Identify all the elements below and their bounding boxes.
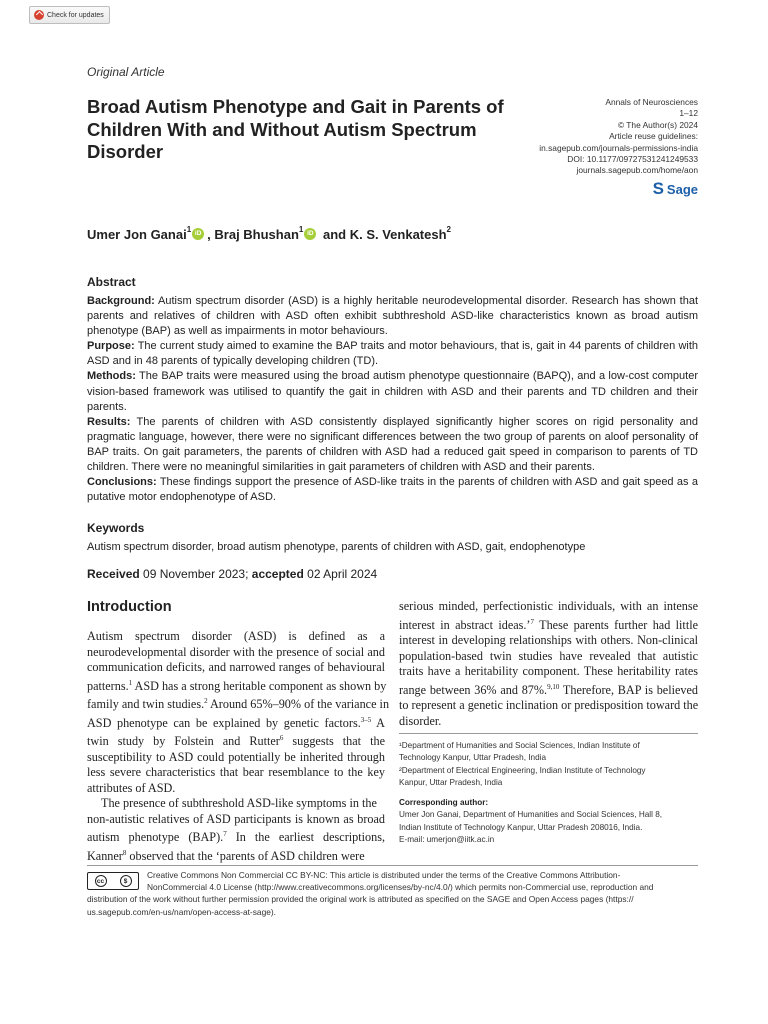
- body-text: interest in abstract ideas.’: [399, 617, 531, 632]
- body-text-line: [87, 694, 390, 713]
- body-text-line: non-autistic relatives of ASD participants is known as broad: [87, 811, 385, 826]
- body-text-line: [87, 676, 385, 695]
- body-column-right: [399, 599, 698, 729]
- check-for-updates-button[interactable]: [29, 6, 110, 24]
- cc-icon: cc: [95, 875, 107, 887]
- body-text-line: less severe characteristics that bear resemblance to the key: [87, 765, 385, 780]
- abstract-heading: Abstract: [87, 275, 136, 289]
- affiliation-marker: 1: [186, 225, 192, 234]
- page-range: 1–12: [679, 108, 698, 119]
- body-text-line: interest in developing relationships with others. Non-clinical: [399, 633, 698, 648]
- affiliation-marker: 1: [298, 225, 304, 234]
- keywords-heading: Keywords: [87, 521, 145, 535]
- license-line: Creative Commons Non Commercial CC BY-NC: This article is distributed under the terms of the Creative Commons Attribution-: [147, 870, 621, 880]
- abstract-methods: [87, 369, 698, 414]
- article-dates: [87, 567, 377, 581]
- citation-marker[interactable]: 9,10: [547, 682, 560, 691]
- body-text-line: disorder.: [399, 713, 442, 728]
- body-text: observed that the ‘parents of ASD children were: [126, 848, 365, 863]
- body-text-line: population-based twin studies have revealed that autistic: [399, 648, 698, 663]
- body-text: Kanner: [87, 848, 123, 863]
- citation-marker[interactable]: 7: [530, 617, 534, 626]
- sage-logo: [653, 181, 698, 197]
- article-type: Original Article: [87, 65, 165, 79]
- body-text-line: attributes of ASD.: [87, 780, 176, 795]
- affiliation-marker: 2: [446, 225, 451, 234]
- received-date: 09 November 2023;: [139, 567, 252, 581]
- corresponding-author-address-cont: Indian Institute of Technology Kanpur, Uttar Pradesh 208016, India.: [399, 822, 643, 832]
- body-text-line: traits have a heritability component. These heritability rates: [399, 664, 698, 679]
- abstract-body: [87, 294, 698, 505]
- abstract-text: These findings support the presence of ASD-like traits in the parents of children with ASD and gait speed as a putative motor endophenotype of ASD.: [87, 476, 698, 504]
- author-name: Braj Bhushan: [214, 227, 299, 242]
- abstract-label: Background:: [87, 295, 155, 307]
- abstract-label: Methods:: [87, 370, 136, 383]
- license-line: NonCommercial 4.0 License (http://www.creativecommons.org/licenses/by-nc/4.0/) which permits non-Commercial use, reproduction and: [147, 882, 654, 893]
- journal-name: Annals of Neurosciences: [605, 97, 698, 107]
- body-text: These parents further had little: [534, 617, 698, 632]
- corresponding-author-heading: Corresponding author:: [399, 798, 489, 808]
- affiliation-2-cont: Kanpur, Uttar Pradesh, India: [399, 777, 503, 787]
- abstract-results: [87, 415, 698, 475]
- orcid-icon[interactable]: iD: [304, 228, 316, 240]
- corresponding-author-email[interactable]: E-mail: umerjon@iitk.ac.in: [399, 835, 495, 845]
- copyright: © The Author(s) 2024: [617, 119, 698, 130]
- citation-marker[interactable]: 1: [128, 678, 133, 687]
- body-text-line: neurodevelopmental disorder with the presence of social and: [87, 644, 385, 659]
- abstract-text: The parents of children with ASD consistently displayed significantly higher scores on rigid personality and pragmatic language, however, there were no significant differences between the two group of parents on aloof personality of BAP traits. On gait parameters, the parents of children with ASD had a reduced gait speed in comparison to parents of TD children. There were no meaningful similarities in gait parameters of children with ASD and their parents.: [87, 415, 698, 474]
- body-text-line: [87, 731, 385, 750]
- abstract-label: Results:: [87, 415, 131, 428]
- received-label: Received: [87, 567, 140, 581]
- sage-wordmark: Sage: [666, 181, 698, 197]
- abstract-background: [87, 294, 698, 339]
- body-text-line: Autism spectrum disorder (ASD) is defined as a: [87, 629, 385, 643]
- title-line: Broad Autism Phenotype and Gait in Parents of: [87, 96, 504, 117]
- reuse-label: Article reuse guidelines:: [609, 131, 698, 142]
- abstract-text: The BAP traits were measured using the broad autism phenotype questionnaire (BAPQ), and a low-cost computer vision-based framework was utilised to quantify the gait in children with ASD and their parents and TD children and their parents.: [87, 370, 698, 413]
- body-text-line: [399, 615, 698, 634]
- body-text-line: [87, 846, 385, 865]
- affiliation-1-cont: Technology Kanpur, Uttar Pradesh, India: [399, 753, 547, 763]
- corresponding-author-address: Umer Jon Ganai, Department of Humanities and Social Sciences, Hall 8,: [399, 810, 663, 820]
- check-updates-label: Check for updates: [47, 11, 104, 19]
- author-name: K. S. Venkatesh: [349, 227, 447, 242]
- body-text-line: communication deficits, and narrowed ranges of behavioural: [87, 660, 385, 674]
- body-text: ASD phenotype can be explained by genetic factors.: [87, 715, 361, 730]
- accepted-label: accepted: [251, 567, 304, 581]
- noncommercial-icon: $: [120, 875, 132, 887]
- body-text-line: serious minded, perfectionistic individuals, with an intense: [399, 599, 698, 613]
- abstract-label: Conclusions:: [87, 476, 157, 489]
- citation-marker[interactable]: 6: [279, 734, 284, 743]
- journal-home-link[interactable]: journals.sagepub.com/home/aon: [576, 165, 698, 176]
- reuse-link[interactable]: in.sagepub.com/journals-permissions-india: [539, 142, 698, 153]
- body-text: Around 65%–90% of the variance in: [207, 697, 390, 712]
- body-text-line: to represent a genetic inclination or predisposition toward the: [399, 698, 699, 713]
- check-updates-icon: [34, 10, 44, 20]
- citation-marker[interactable]: 7: [223, 830, 227, 839]
- accepted-date: 02 April 2024: [303, 567, 378, 581]
- body-text-line: The presence of subthreshold ASD-like symptoms in the: [101, 796, 377, 811]
- abstract-text: The current study aimed to examine the BAP traits and motor behaviours, that is, gait in 44 parents of children with ASD and in 48 parents of typically developing children (TD).: [87, 340, 698, 368]
- body-text: Therefore, BAP is believed: [559, 682, 698, 697]
- body-text: suggests that the: [283, 734, 385, 749]
- author-list: [87, 227, 451, 242]
- introduction-heading: Introduction: [87, 599, 172, 615]
- body-text: A: [371, 715, 385, 730]
- body-text: twin study by Folstein and Rutter: [87, 734, 280, 749]
- affiliation-2: ²Department of Electrical Engineering, Indian Institute of Technology: [399, 765, 646, 775]
- keywords-list: Autism spectrum disorder, broad autism phenotype, parents of children with ASD, gait, endophenotype: [87, 541, 586, 553]
- body-text: patterns.: [87, 678, 129, 693]
- body-text: range between 36% and 87%.: [399, 682, 548, 697]
- abstract-purpose: [87, 339, 698, 369]
- abstract-text: Autism spectrum disorder (ASD) is a highly heritable neurodevelopmental disorder. Research has shown that parents and relatives of children with ASD often exhibit subthreshold ASD-like characteristics known as broad autism phenotype (BAP) as well as impairments in motor behaviours.: [87, 295, 698, 338]
- license-line[interactable]: us.sagepub.com/en-us/nam/open-access-at-sage).: [87, 906, 277, 917]
- sage-s-icon: S: [652, 179, 664, 198]
- body-text: autism phenotype (BAP).: [87, 830, 224, 845]
- license-notice: [87, 869, 698, 918]
- journal-info: [539, 97, 698, 177]
- body-text-line: [87, 827, 385, 846]
- body-text-line: [87, 713, 385, 732]
- body-text-line: susceptibility to ASD could potentially be inherited through: [87, 749, 385, 764]
- author-separator: ,: [207, 227, 215, 242]
- citation-marker[interactable]: 2: [204, 697, 208, 706]
- citation-marker[interactable]: 8: [122, 848, 127, 857]
- orcid-icon[interactable]: iD: [192, 228, 204, 240]
- citation-marker[interactable]: 3–5: [360, 715, 372, 724]
- abstract-label: Purpose:: [87, 340, 135, 353]
- body-text: family and twin studies.: [87, 697, 205, 712]
- footnote-divider: [399, 733, 698, 734]
- affiliation-1: ¹Department of Humanities and Social Sciences, Indian Institute of: [399, 741, 640, 750]
- footnotes: [399, 740, 698, 846]
- license-divider: [87, 865, 698, 866]
- abstract-conclusions: [87, 475, 698, 505]
- title-line: Children With and Without Autism Spectrum: [87, 118, 477, 140]
- body-text: In the earliest descriptions,: [226, 830, 385, 845]
- license-line: distribution of the work without further permission provided the original work is attributed as specified on the SAGE and Open Access pages (https://: [87, 894, 634, 905]
- body-text-line: [399, 680, 698, 699]
- body-text: ASD has a strong heritable component as shown by: [132, 678, 387, 693]
- cc-by-nc-badge[interactable]: [87, 872, 139, 890]
- author-separator: and: [319, 227, 350, 242]
- author-name: Umer Jon Ganai: [87, 227, 187, 242]
- doi[interactable]: DOI: 10.1177/09727531241249533: [567, 154, 698, 165]
- article-title: [87, 96, 537, 164]
- body-column-left: [87, 629, 390, 864]
- title-line: Disorder: [87, 141, 164, 162]
